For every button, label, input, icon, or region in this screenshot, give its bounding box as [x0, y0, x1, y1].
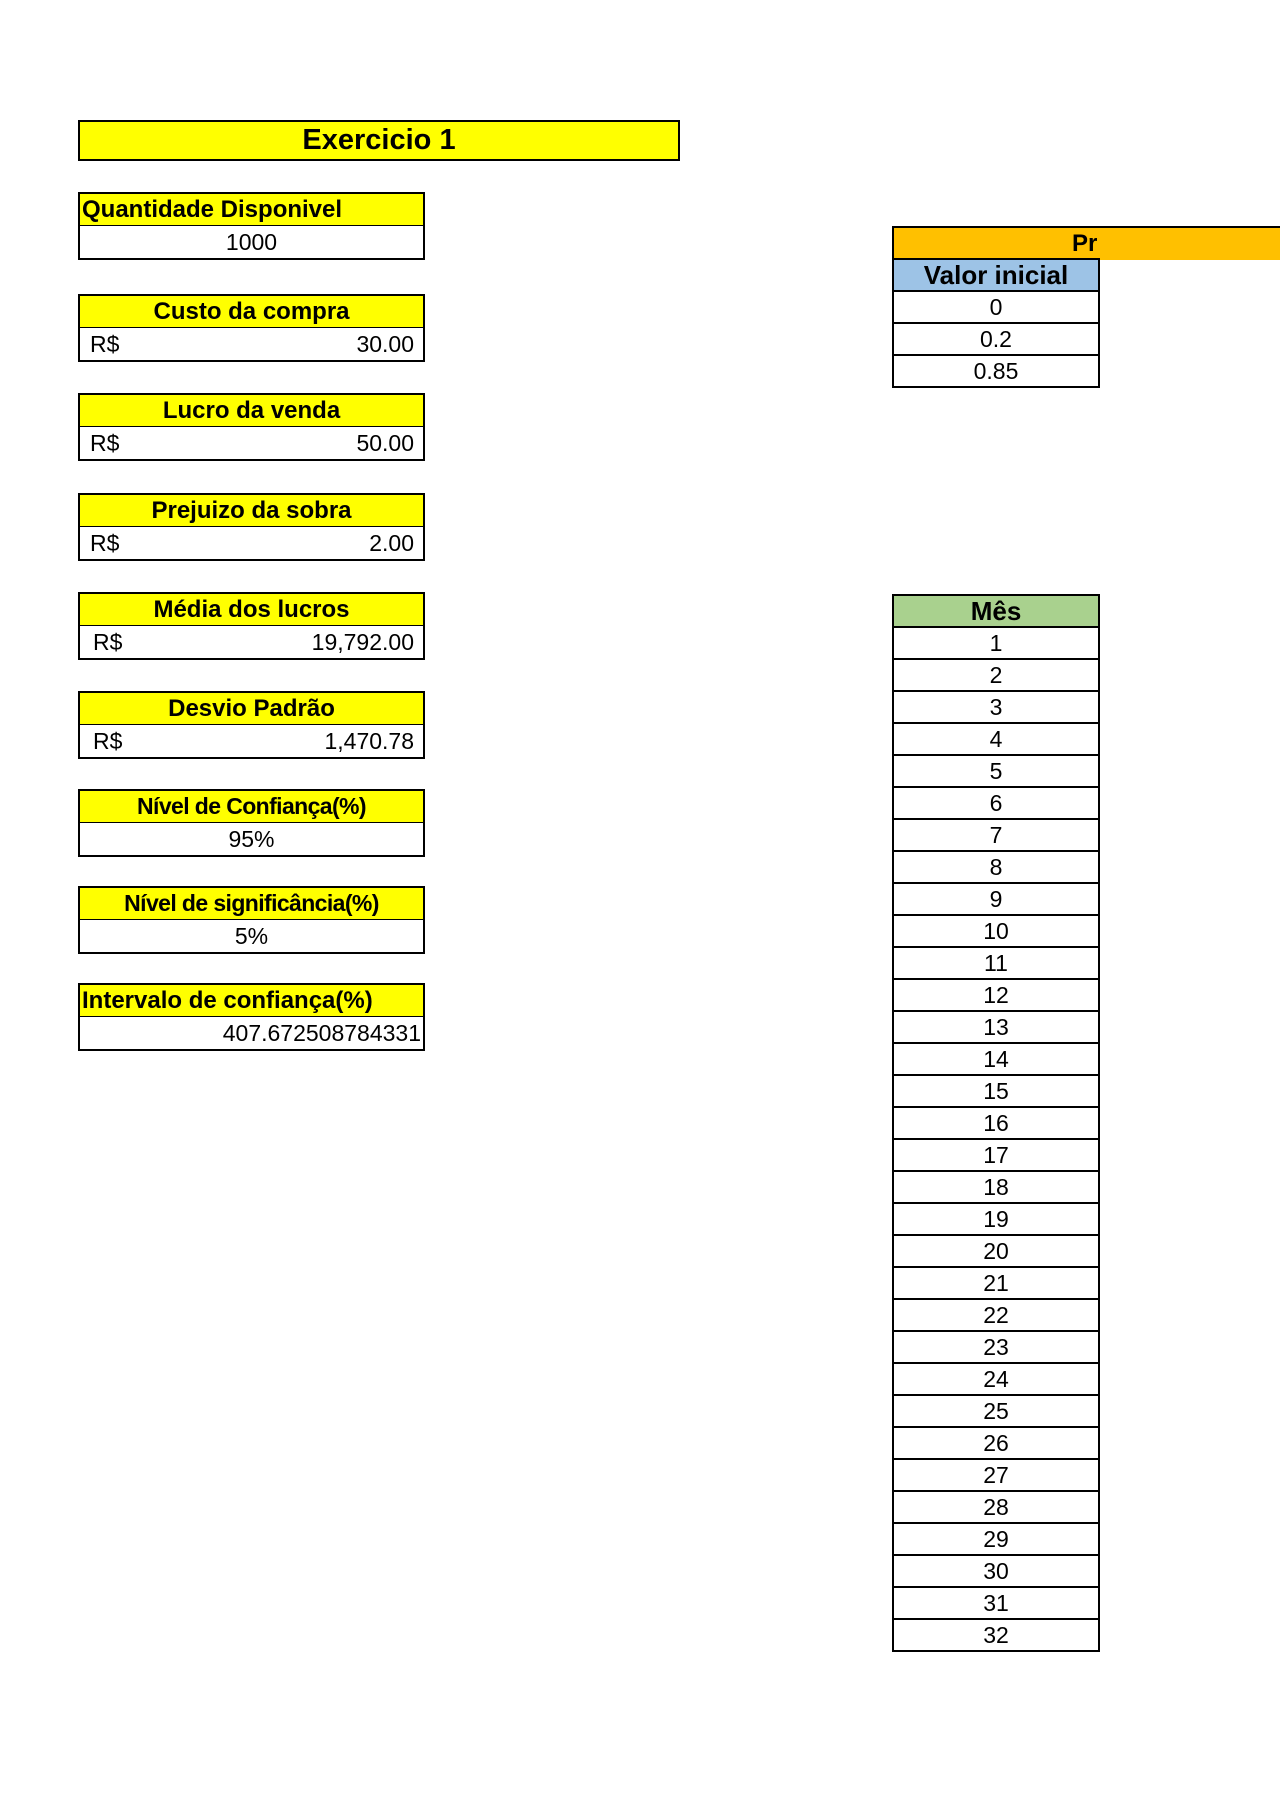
significancia-label: Nível de significância(%): [78, 886, 425, 920]
quantidade-block: [78, 192, 425, 260]
mes-cell[interactable]: 23: [893, 1331, 1099, 1363]
media-value: 19,792.00: [311, 629, 414, 655]
intervalo-block: [78, 983, 425, 1051]
mes-cell[interactable]: 16: [893, 1107, 1099, 1139]
intervalo-label: Intervalo de confiança(%): [78, 983, 425, 1017]
prejuizo-block: [78, 493, 425, 561]
custo-value: 30.00: [356, 331, 414, 357]
valor-inicial-table: [892, 258, 1100, 388]
probability-header-text: Pr: [1072, 230, 1098, 257]
mes-cell[interactable]: 7: [893, 819, 1099, 851]
probability-header: [892, 226, 1280, 260]
mes-cell[interactable]: 25: [893, 1395, 1099, 1427]
confianca-value[interactable]: 95%: [78, 823, 425, 857]
mes-cell[interactable]: 29: [893, 1523, 1099, 1555]
mes-table: [892, 594, 1100, 1652]
desvio-label: Desvio Padrão: [78, 691, 425, 725]
mes-cell[interactable]: 32: [893, 1619, 1099, 1651]
confianca-label: Nível de Confiança(%): [78, 789, 425, 823]
media-label: Média dos lucros: [78, 592, 425, 626]
media-block: [78, 592, 425, 660]
mes-cell[interactable]: 5: [893, 755, 1099, 787]
valor-inicial-header: Valor inicial: [893, 259, 1099, 291]
quantidade-label: Quantidade Disponivel: [78, 192, 425, 226]
mes-cell[interactable]: 26: [893, 1427, 1099, 1459]
mes-cell[interactable]: 11: [893, 947, 1099, 979]
significancia-value[interactable]: 5%: [78, 920, 425, 954]
mes-cell[interactable]: 27: [893, 1459, 1099, 1491]
intervalo-value[interactable]: 407.672508784331: [78, 1017, 425, 1051]
mes-cell[interactable]: 12: [893, 979, 1099, 1011]
custo-label: Custo da compra: [78, 294, 425, 328]
mes-cell[interactable]: 1: [893, 627, 1099, 659]
mes-cell[interactable]: 21: [893, 1267, 1099, 1299]
mes-cell[interactable]: 13: [893, 1011, 1099, 1043]
mes-cell[interactable]: 9: [893, 883, 1099, 915]
mes-cell[interactable]: 24: [893, 1363, 1099, 1395]
mes-cell[interactable]: 14: [893, 1043, 1099, 1075]
lucro-value-cell[interactable]: [78, 427, 425, 461]
desvio-value-cell[interactable]: [78, 725, 425, 759]
custo-currency: R$: [90, 331, 120, 357]
valor-inicial-cell[interactable]: 0.85: [893, 355, 1099, 387]
mes-cell[interactable]: 4: [893, 723, 1099, 755]
mes-cell[interactable]: 17: [893, 1139, 1099, 1171]
prejuizo-value-cell[interactable]: [78, 527, 425, 561]
lucro-currency: R$: [90, 430, 120, 456]
prejuizo-label: Prejuizo da sobra: [78, 493, 425, 527]
sheet-title: Exercicio 1: [78, 120, 680, 161]
mes-cell[interactable]: 22: [893, 1299, 1099, 1331]
mes-cell[interactable]: 8: [893, 851, 1099, 883]
desvio-value: 1,470.78: [324, 728, 414, 754]
mes-cell[interactable]: 2: [893, 659, 1099, 691]
lucro-label: Lucro da venda: [78, 393, 425, 427]
mes-cell[interactable]: 20: [893, 1235, 1099, 1267]
valor-inicial-cell[interactable]: 0.2: [893, 323, 1099, 355]
quantidade-value[interactable]: 1000: [78, 226, 425, 260]
lucro-block: [78, 393, 425, 461]
custo-block: [78, 294, 425, 362]
mes-cell[interactable]: 18: [893, 1171, 1099, 1203]
media-currency: R$: [93, 629, 123, 655]
mes-cell[interactable]: 31: [893, 1587, 1099, 1619]
mes-header: Mês: [893, 595, 1099, 627]
mes-cell[interactable]: 3: [893, 691, 1099, 723]
desvio-currency: R$: [93, 728, 123, 754]
confianca-block: [78, 789, 425, 857]
mes-cell[interactable]: 15: [893, 1075, 1099, 1107]
significancia-block: [78, 886, 425, 954]
valor-inicial-cell[interactable]: 0: [893, 291, 1099, 323]
mes-cell[interactable]: 19: [893, 1203, 1099, 1235]
media-value-cell[interactable]: [78, 626, 425, 660]
prejuizo-value: 2.00: [369, 530, 414, 556]
mes-cell[interactable]: 30: [893, 1555, 1099, 1587]
desvio-block: [78, 691, 425, 759]
mes-cell[interactable]: 28: [893, 1491, 1099, 1523]
prejuizo-currency: R$: [90, 530, 120, 556]
mes-cell[interactable]: 10: [893, 915, 1099, 947]
mes-cell[interactable]: 6: [893, 787, 1099, 819]
custo-value-cell[interactable]: [78, 328, 425, 362]
lucro-value: 50.00: [356, 430, 414, 456]
